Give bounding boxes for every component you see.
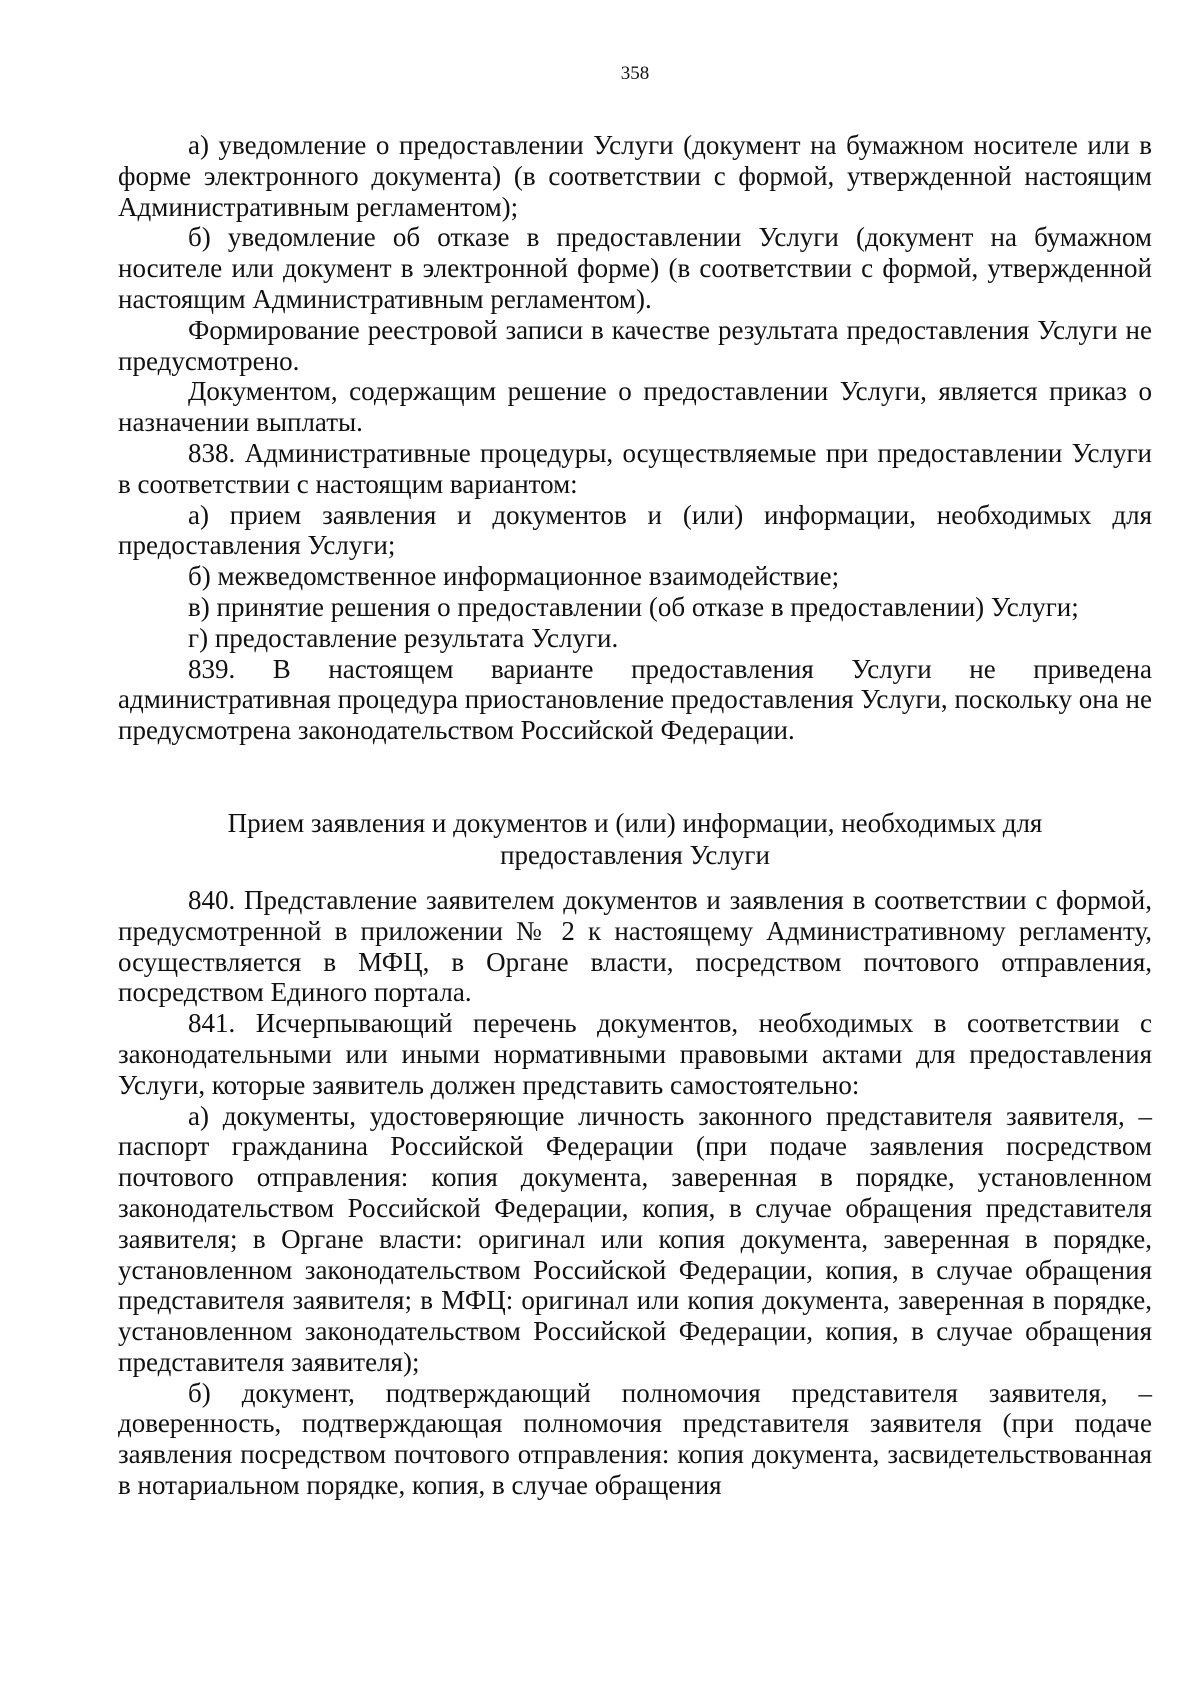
list-item-b: б) межведомственное информационное взаимодействие; xyxy=(188,561,840,592)
list-item-g: г) предоставление результата Услуги. xyxy=(188,622,619,653)
list-item-identity-documents: а) документы, удостоверяющие личность законного представителя заявителя, – паспорт гражданина Российской Федерации (при подаче заявления посредством почтового отправления: копия документа, заверенная в порядке, установленном законодательством Российской Федерации, копия, в случае обращения представителя заявителя; в Органе власти: оригинал или копия документа, заверенная в порядке, установленном законодательством Российской Федерации, копия, в случае обращения представителя заявителя; в МФЦ: оригинал или копия документа, заверенная в порядке, установленном законодательством Российской Федерации, копия, в случае обращения представителя заявителя); xyxy=(118,1100,1152,1377)
list-item-v: в) принятие решения о предоставлении (об отказе в предоставлении) Услуги; xyxy=(188,591,1079,622)
paragraph-registry-record: Формирование реестровой записи в качестве результата предоставления Услуги не предусмотрено. xyxy=(118,314,1152,376)
section-heading-line-1: Прием заявления и документов и (или) информации, необходимых для xyxy=(227,807,1043,838)
list-item-authority-document: б) документ, подтверждающий полномочия представителя заявителя, – доверенность, подтверждающая полномочия представителя заявителя (при подаче заявления посредством почтового отправления: копия документа, засвидетельствованная в нотариальном порядке, копия, в случае обращения xyxy=(118,1377,1152,1501)
paragraph-result-notification: а) уведомление о предоставлении Услуги (документ на бумажном носителе или в форме электронного документа) (в соответствии с формой, утвержденной настоящим Административным регламентом); xyxy=(118,130,1152,222)
paragraph-838: 838. Административные процедуры, осуществляемые при предоставлении Услуги в соответствии с настоящим вариантом: xyxy=(118,437,1152,499)
paragraph-refusal-notification: б) уведомление об отказе в предоставлении Услуги (документ на бумажном носителе или документ в электронной форме) (в соответствии с формой, утвержденной настоящим Административным регламентом). xyxy=(118,222,1152,314)
section-results xyxy=(118,130,1152,746)
section-application-intake xyxy=(118,885,1152,1501)
section-heading xyxy=(118,807,1152,871)
document-page xyxy=(118,62,1152,1501)
paragraph-840: 840. Представление заявителем документов и заявления в соответствии с формой, предусмотренной в приложении № 2 к настоящему Административному регламенту, осуществляется в МФЦ, в Органе власти, посредством почтового отправления, посредством Единого портала. xyxy=(118,884,1152,1008)
paragraph-decision-document: Документом, содержащим решение о предоставлении Услуги, является приказ о назначении выплаты. xyxy=(118,376,1152,438)
list-item-a: а) прием заявления и документов и (или) информации, необходимых для предоставления Услуги; xyxy=(118,499,1152,561)
paragraph-839: 839. В настоящем варианте предоставления Услуги не приведена административная процедура приостановление предоставления Услуги, поскольку она не предусмотрена законодательством Российской Федерации. xyxy=(118,653,1152,746)
paragraph-841: 841. Исчерпывающий перечень документов, необходимых в соответствии с законодательными или иными нормативными правовыми актами для предоставления Услуги, которые заявитель должен представить самостоятельно: xyxy=(118,1008,1152,1100)
page-number: 358 xyxy=(620,63,650,84)
section-heading-line-2: предоставления Услуги xyxy=(500,839,770,870)
